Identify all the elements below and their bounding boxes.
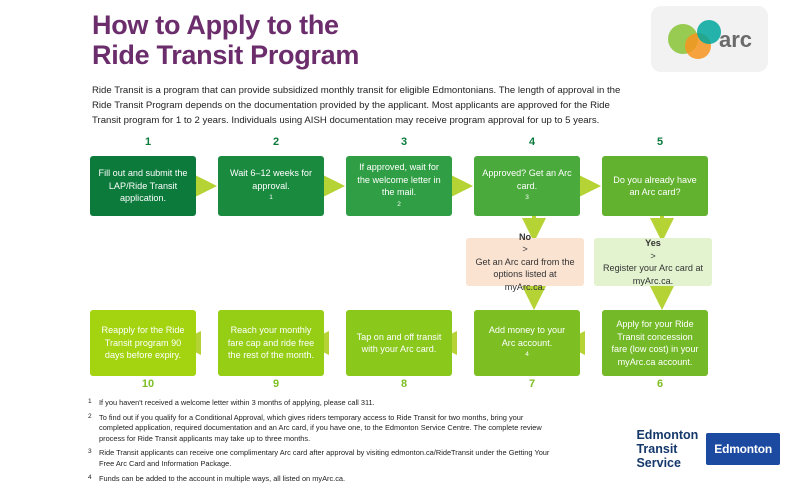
step-box-10 (90, 310, 196, 376)
ets-line-2: Transit (636, 442, 678, 456)
footnote-2 (88, 413, 558, 445)
footnote-marker-4: 4 (88, 473, 92, 481)
step-number-3: 3 (400, 136, 408, 148)
branch-box-yes: Yes > Register your Arc card at myArc.ca. (594, 238, 712, 286)
step-box-4 (474, 156, 580, 216)
arc-logo (651, 6, 768, 72)
step-text-5: Do you already have an Arc card? (613, 174, 697, 197)
footnote-marker-2: 2 (88, 412, 92, 420)
branch-label-yes: Yes (645, 238, 661, 248)
page-title-line2: Ride Transit Program (92, 40, 360, 70)
step-box-8 (346, 310, 452, 376)
svg-text:arc: arc (719, 27, 753, 52)
step-text-1: Fill out and submit the LAP/Ride Transit application. (98, 168, 188, 204)
step-text-3: If approved, wait for the welcome letter in the mail. (357, 162, 441, 197)
footnotes (88, 398, 558, 488)
step-number-2: 2 (272, 136, 280, 148)
step-number-5: 5 (656, 136, 664, 148)
branch-text-yes: Register your Arc card at myArc.ca. (602, 263, 704, 286)
footnote-marker-3: 3 (88, 448, 92, 456)
arc-logo-icon (651, 6, 768, 72)
step-number-4: 4 (528, 136, 536, 148)
footnote-3 (88, 448, 558, 469)
footnote-4 (88, 474, 558, 485)
footnote-text-2: To find out if you qualify for a Conditional Approval, which gives riders temporary access to Ride Transit for two months, bring your completed application, required documentation and an Arc card, if you have one, to the Edmonton Service Centre. The complete review process for Ride Transit applicants may take up to three months. (99, 412, 542, 443)
ets-wordmark (636, 428, 698, 470)
step-box-5 (602, 156, 708, 216)
step-box-9 (218, 310, 324, 376)
footnote-text-1: If you haven't received a welcome letter within 3 months of applying, please call 311. (99, 398, 375, 407)
ets-line-1: Edmonton (636, 428, 699, 442)
step-text-9: Reach your monthly fare cap and ride free the rest of the month. (227, 325, 315, 361)
step-box-1 (90, 156, 196, 216)
branch-label-no: No (518, 231, 532, 242)
step-box-2 (218, 156, 324, 216)
step-box-3 (346, 156, 452, 216)
ets-line-3: Service (636, 456, 681, 470)
step-sup-7: 4 (525, 351, 529, 359)
step-sup-2: 1 (269, 194, 273, 202)
step-number-9: 9 (272, 378, 280, 390)
footnote-marker-1: 1 (88, 398, 92, 405)
step-number-7: 7 (528, 378, 536, 390)
footnote-text-3: Ride Transit applicants can receive one complimentary Arc card after approval by visiting edmonton.ca/RideTransit under the Getting Your Free Arc Card and Information Package. (99, 448, 550, 468)
intro-paragraph: Ride Transit is a program that can provide subsidized monthly transit for eligible Edmontonians. The length of approval in the Ride Transit Program depends on the documentation provided by the applicant. Most applicants are approved for the Ride Transit program for 1 to 2 years. Individuals using AISH documentation may receive program approval for up to 5 years. (92, 85, 621, 126)
step-text-10: Reapply for the Ride Transit program 90 days before expiry. (101, 325, 185, 361)
page-title (92, 10, 562, 70)
step-text-2: Wait 6–12 weeks for approval. (229, 168, 313, 191)
city-of-edmonton-badge: Edmonton (706, 433, 780, 465)
step-sup-3: 2 (397, 200, 401, 208)
step-box-7 (474, 310, 580, 376)
step-box-6 (602, 310, 708, 376)
step-number-10: 10 (141, 378, 155, 390)
footnote-text-4: Funds can be added to the account in multiple ways, all listed on myArc.ca. (99, 473, 346, 483)
step-text-4: Approved? Get an Arc card. (482, 168, 572, 191)
step-number-1: 1 (144, 136, 152, 148)
page-title-line1: How to Apply to the (92, 10, 339, 40)
ets-branding (636, 428, 780, 470)
step-text-7: Add money to your Arc account. (488, 325, 566, 348)
branch-text-no: Get an Arc card from the options listed at myArc.ca. (475, 256, 575, 292)
step-text-8: Tap on and off transit with your Arc card. (356, 331, 442, 354)
step-number-6: 6 (656, 378, 664, 390)
footnote-1 (88, 398, 558, 409)
step-text-6: Apply for your Ride Transit concession fare (low cost) in your myArc.ca account. (611, 319, 699, 367)
step-number-8: 8 (400, 378, 408, 390)
branch-box-no: No > Get an Arc card from the options listed at myArc.ca. (466, 238, 584, 286)
step-sup-4: 3 (525, 194, 529, 202)
